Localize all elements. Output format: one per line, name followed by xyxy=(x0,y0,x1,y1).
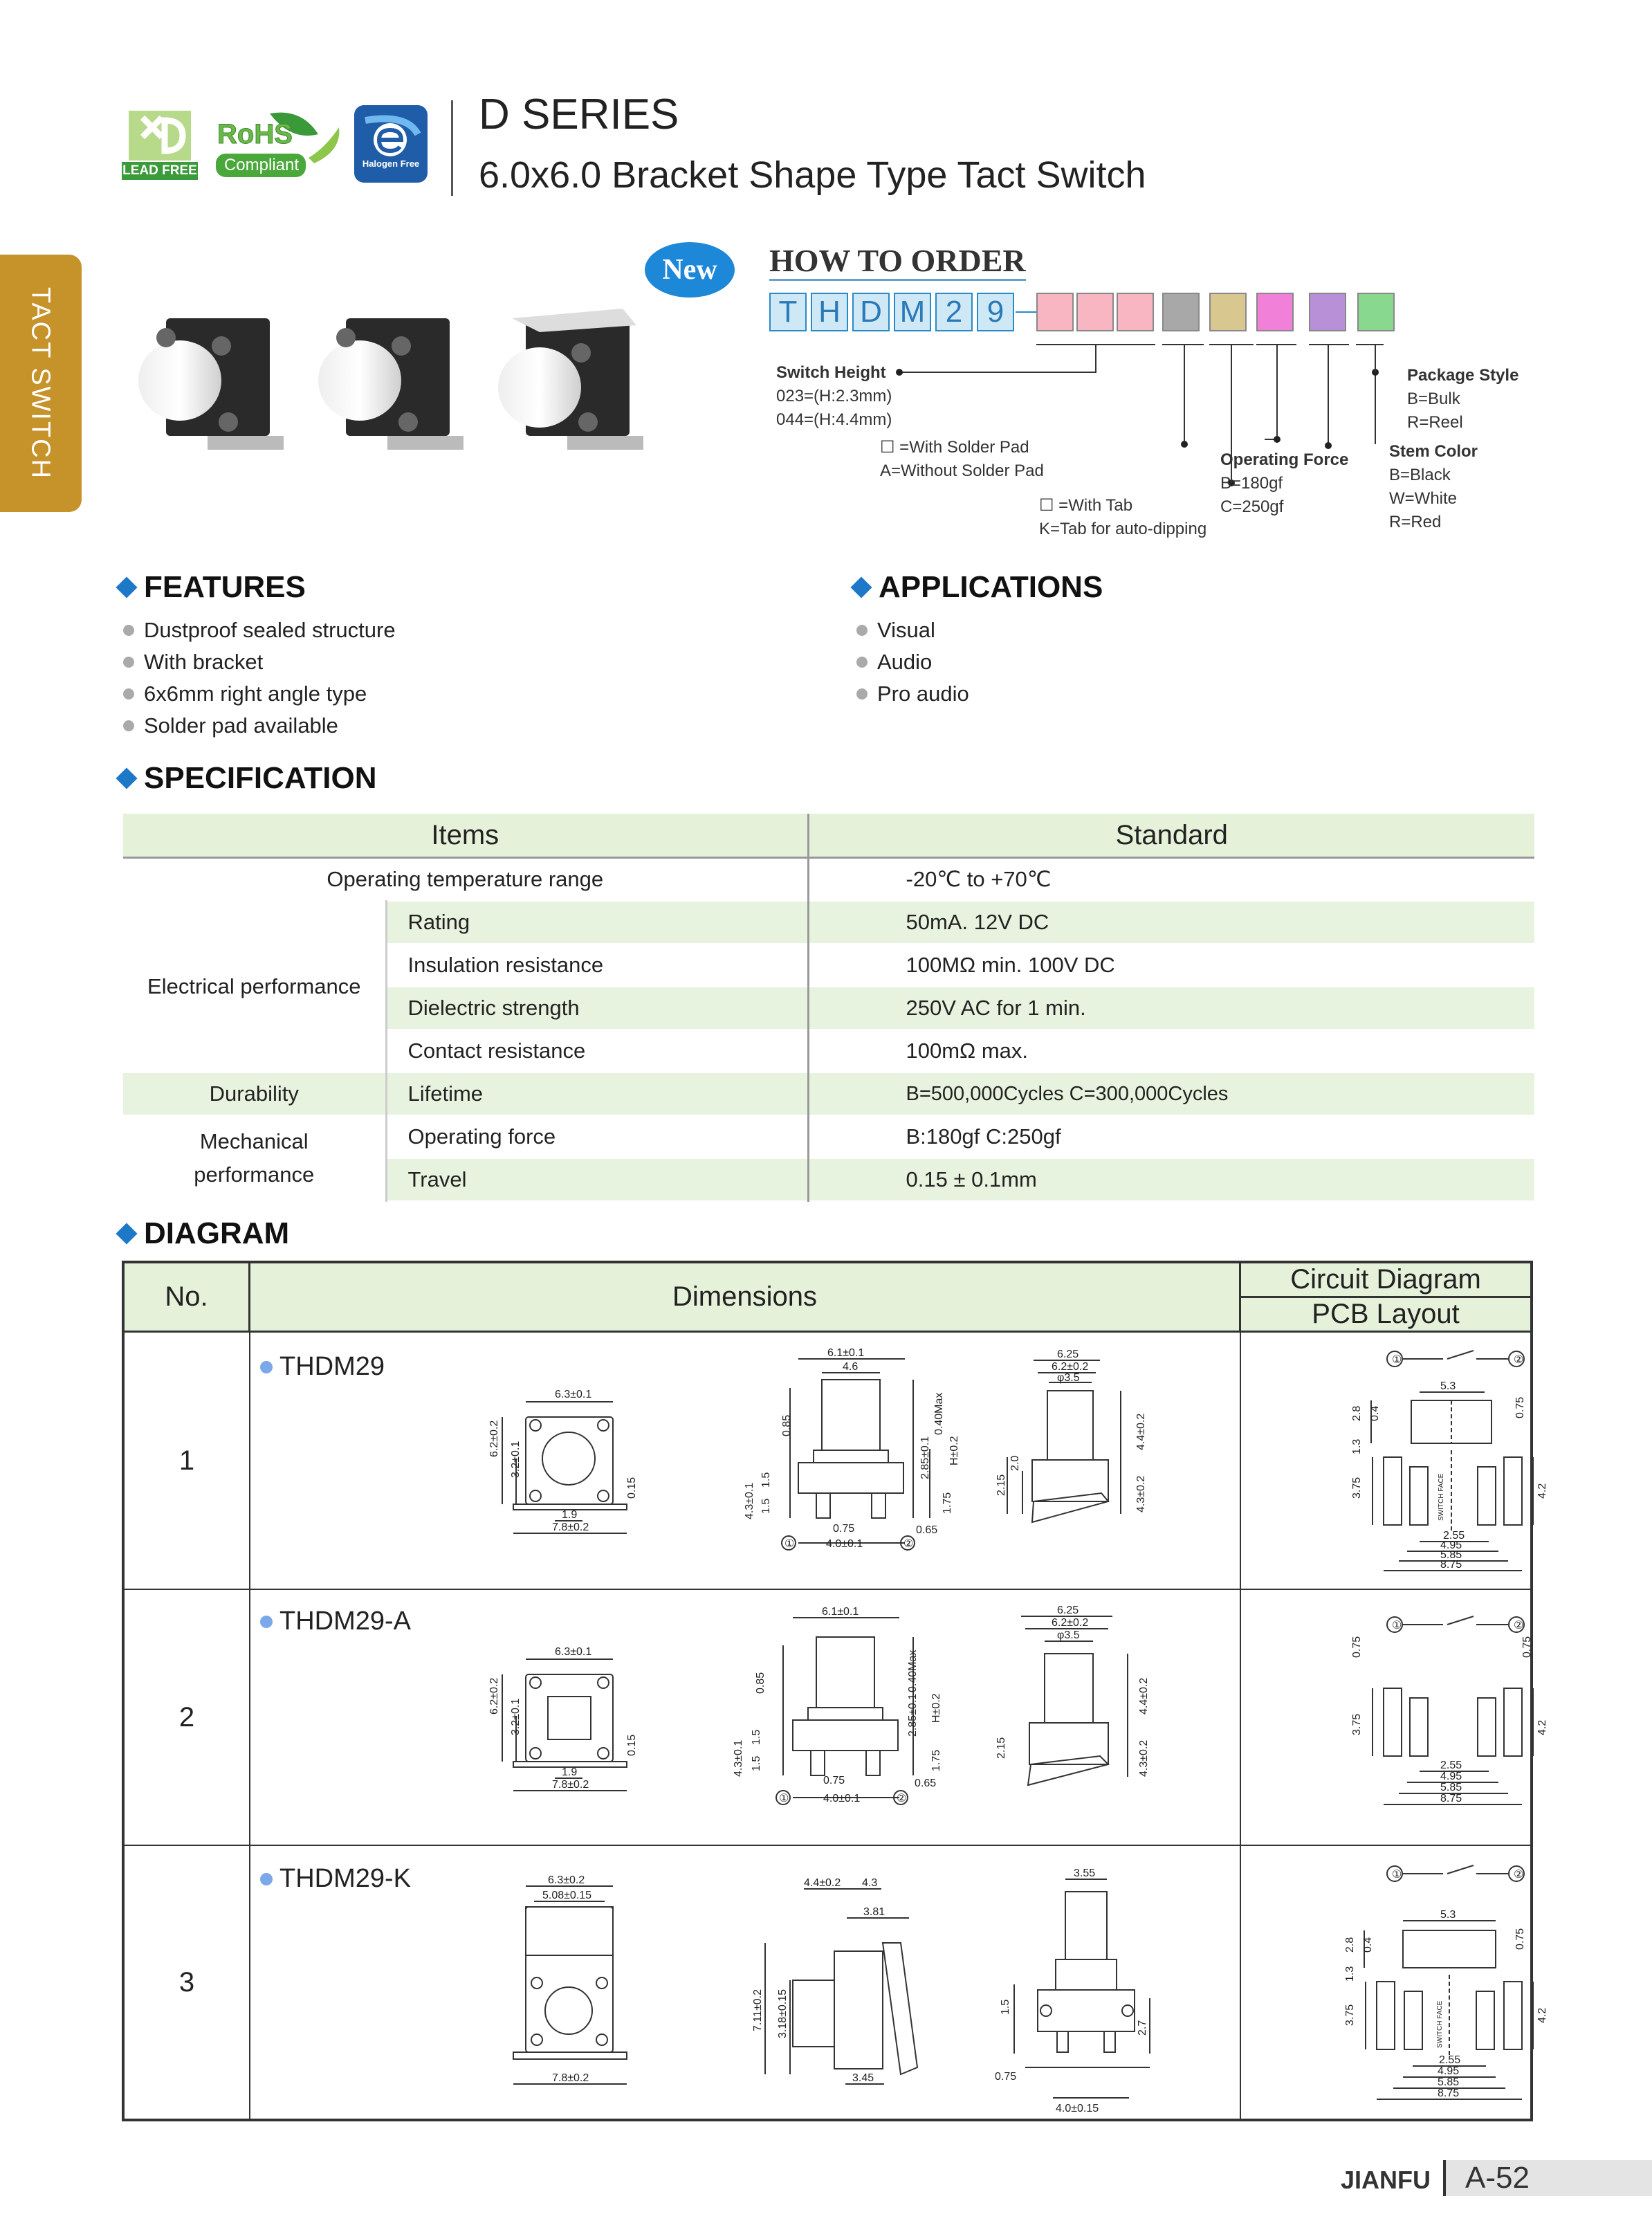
applications-list xyxy=(856,614,969,710)
dim-label: 1.75 xyxy=(930,1749,942,1771)
dim-label: 0.75 xyxy=(995,2071,1017,2083)
bullet-icon xyxy=(856,657,868,668)
dimension-drawing-row1 xyxy=(250,1333,1548,1590)
bullet-icon xyxy=(856,688,868,700)
dim-label: 4.0±0.1 xyxy=(826,1538,863,1550)
dim-label: H±0.2 xyxy=(930,1693,942,1723)
header-circuit-text: Circuit Diagram xyxy=(1290,1264,1481,1295)
application-text: Visual xyxy=(877,618,935,642)
list-item xyxy=(123,646,396,678)
product-images xyxy=(125,304,664,470)
applications-title: APPLICATIONS xyxy=(879,570,1103,604)
dim-label: ② xyxy=(1514,1354,1524,1366)
dim-label: 3.55 xyxy=(1074,1867,1096,1879)
spec-value: 100mΩ max. xyxy=(808,1030,1534,1072)
dim-label: 7.8±0.2 xyxy=(552,1779,589,1791)
dim-label: ② xyxy=(903,1538,914,1550)
side-tab-label: TACT SWITCH xyxy=(26,286,55,480)
tab-opt: K=Tab for auto-dipping xyxy=(1039,520,1207,538)
header-standard: Standard xyxy=(808,814,1534,858)
dim-label: ② xyxy=(1514,1869,1524,1881)
dim-label: 5.3 xyxy=(1440,1909,1456,1921)
order-slot-tab xyxy=(1209,293,1247,331)
table-row xyxy=(123,858,1534,902)
series-subtitle: 6.0x6.0 Bracket Shape Type Tact Switch xyxy=(479,154,1146,196)
footer-brand: JIANFU xyxy=(1341,2166,1431,2194)
spec-value: 50mA. 12V DC xyxy=(808,901,1534,944)
spec-value: 250V AC for 1 min. xyxy=(808,987,1534,1030)
order-solder-pad xyxy=(880,436,1044,483)
dim-label: 6.25 xyxy=(1057,1349,1079,1360)
dim-label: 1.9 xyxy=(562,1766,578,1778)
code-char: T xyxy=(769,293,807,331)
dim-label: 3.2±0.1 xyxy=(510,1441,522,1478)
order-operating-force xyxy=(1220,448,1348,519)
diamond-icon xyxy=(116,767,137,789)
new-badge: New xyxy=(645,242,735,298)
dim-label: 0.85 xyxy=(781,1414,793,1436)
dim-label: 5.3 xyxy=(1440,1380,1456,1392)
rohs-logo xyxy=(212,109,343,181)
stem-color-opt: R=Red xyxy=(1389,513,1442,531)
dim-label: 3.75 xyxy=(1344,2004,1356,2026)
dim-label: 2.8 xyxy=(1351,1405,1363,1421)
switch-height-label: Switch Height xyxy=(776,363,886,382)
dim-label: 0.4 xyxy=(1369,1405,1381,1421)
dim-label: 2.15 xyxy=(995,1474,1007,1496)
dim-label: 7.8±0.2 xyxy=(552,2072,589,2084)
dim-label: H±0.2 xyxy=(948,1436,960,1465)
list-item xyxy=(856,678,969,710)
rohs-compliant-text: Compliant xyxy=(223,156,300,174)
diagram-header-circuit xyxy=(1241,1263,1530,1298)
package-style-label: Package Style xyxy=(1407,366,1519,385)
spec-item: Contact resistance xyxy=(386,1030,808,1072)
dim-label: 4.95 xyxy=(1440,1771,1462,1782)
dim-label: 6.2±0.2 xyxy=(1052,1617,1089,1629)
dim-label: 6.1±0.1 xyxy=(822,1606,859,1618)
dim-label: 3.75 xyxy=(1351,1477,1363,1499)
order-switch-height xyxy=(776,361,892,432)
dim-label: 4.4±0.2 xyxy=(804,1877,841,1889)
dim-label: 1.3 xyxy=(1351,1438,1363,1454)
spec-item: Lifetime xyxy=(386,1072,808,1115)
spec-value: -20℃ to +70℃ xyxy=(808,858,1534,902)
dim-label: 3.81 xyxy=(863,1906,885,1918)
spec-item: Rating xyxy=(386,901,808,944)
order-slot-solder-pad xyxy=(1162,293,1200,331)
diagram-table xyxy=(122,1261,1548,2121)
operating-force-opt: B=180gf xyxy=(1220,474,1283,493)
dim-label: 4.3 xyxy=(862,1877,878,1889)
diagram-header-dimensions xyxy=(250,1263,1241,1333)
dimension-drawing-row2 xyxy=(250,1590,1548,1846)
order-slot-force xyxy=(1256,293,1294,331)
dim-label: 6.1±0.1 xyxy=(827,1347,865,1359)
dim-label: ① xyxy=(779,1793,789,1804)
dim-label: 4.2 xyxy=(1536,1719,1548,1735)
diagram-header-pcb xyxy=(1241,1298,1530,1333)
dim-label: 1.3 xyxy=(1344,1966,1356,1982)
spec-value: B=500,000Cycles C=300,000Cycles xyxy=(808,1072,1534,1115)
header-no-text: No. xyxy=(165,1281,208,1312)
dim-label: 3.2±0.1 xyxy=(510,1698,522,1735)
dim-label: 0.4 xyxy=(1362,1937,1374,1953)
dim-label: 4.0±0.1 xyxy=(823,1793,861,1804)
code-char: M xyxy=(894,293,931,331)
dim-label: 7.11±0.2 xyxy=(752,1989,764,2031)
row-no-text: 1 xyxy=(178,1445,195,1476)
dim-label: 0.75 xyxy=(1514,1396,1526,1418)
order-slot-package xyxy=(1357,293,1395,331)
header-dimensions-text: Dimensions xyxy=(672,1281,817,1312)
dim-label: 0.40Max xyxy=(907,1649,919,1692)
dim-label: 5.08±0.15 xyxy=(542,1890,592,1901)
feature-text: 6x6mm right angle type xyxy=(144,682,367,706)
order-slot-height-2 xyxy=(1076,293,1114,331)
list-item xyxy=(123,678,396,710)
bullet-icon xyxy=(856,625,868,636)
dim-label: 7.8±0.2 xyxy=(552,1521,589,1533)
table-row xyxy=(123,1072,1534,1115)
dim-label: 3.45 xyxy=(852,2072,874,2084)
diagram-row-no xyxy=(125,1590,250,1846)
dim-label: 2.8 xyxy=(1344,1937,1356,1953)
spec-value: 100MΩ min. 100V DC xyxy=(808,944,1534,987)
dim-label: 4.95 xyxy=(1438,2065,1460,2077)
dim-label: 6.2±0.2 xyxy=(488,1677,500,1715)
code-connector xyxy=(1016,311,1036,313)
row-no-text: 3 xyxy=(178,1966,195,1998)
solder-pad-opt: ☐ =With Solder Pad xyxy=(880,438,1029,457)
dim-label: ② xyxy=(1514,1620,1524,1632)
application-text: Pro audio xyxy=(877,682,969,706)
spec-group-durability: Durability xyxy=(123,1072,386,1115)
dim-label: ② xyxy=(897,1793,907,1804)
spec-item: Travel xyxy=(386,1158,808,1201)
dim-label: 3.75 xyxy=(1351,1713,1363,1735)
dim-label: 0.15 xyxy=(626,1734,638,1756)
dim-label: 4.2 xyxy=(1536,1483,1548,1499)
dim-label: 6.3±0.1 xyxy=(555,1646,592,1658)
dim-label: 6.3±0.1 xyxy=(555,1389,592,1400)
dim-label: 4.3±0.2 xyxy=(1138,1739,1150,1777)
operating-force-opt: C=250gf xyxy=(1220,497,1284,516)
spec-item: Operating temperature range xyxy=(123,858,808,902)
dim-label: 0.75 xyxy=(1521,1636,1533,1658)
feature-text: With bracket xyxy=(144,650,264,674)
application-text: Audio xyxy=(877,650,933,674)
series-title: D SERIES xyxy=(479,91,679,138)
dim-label: 5.85 xyxy=(1440,1782,1462,1793)
dim-label: 1.9 xyxy=(562,1509,578,1521)
dim-label: 2.55 xyxy=(1439,2054,1461,2066)
diagram-title: DIAGRAM xyxy=(144,1216,290,1250)
list-item xyxy=(123,614,396,646)
specification-table xyxy=(123,814,1534,1202)
dim-label: 6.3±0.2 xyxy=(548,1874,585,1886)
code-char: 2 xyxy=(935,293,973,331)
spec-item: Operating force xyxy=(386,1115,808,1158)
dim-label: 0.75 xyxy=(1351,1636,1363,1658)
dim-label: 4.95 xyxy=(1440,1539,1462,1551)
order-stem-color xyxy=(1389,440,1478,534)
order-slot-stem-color xyxy=(1309,293,1346,331)
dim-label: SWITCH FACE xyxy=(1436,2000,1444,2048)
dim-label: 1.5 xyxy=(751,1755,762,1771)
side-tab xyxy=(0,255,82,512)
features-list xyxy=(123,614,396,742)
dim-label: 0.85 xyxy=(755,1672,767,1694)
solder-pad-opt: A=Without Solder Pad xyxy=(880,461,1044,480)
product-image-1 xyxy=(138,318,284,450)
package-style-opt: B=Bulk xyxy=(1407,390,1460,408)
specification-title: SPECIFICATION xyxy=(144,761,377,795)
halogen-free-text: Halogen Free xyxy=(362,158,420,169)
dim-label: 4.3±0.1 xyxy=(744,1482,755,1519)
footer-page-number: A-52 xyxy=(1443,2160,1652,2196)
dim-label: 0.75 xyxy=(823,1775,845,1786)
stem-color-label: Stem Color xyxy=(1389,442,1478,461)
dim-label: φ3.5 xyxy=(1057,1629,1080,1641)
dim-label: ① xyxy=(1392,1620,1402,1632)
dim-label: ① xyxy=(1392,1354,1402,1366)
list-item xyxy=(856,614,969,646)
model-name: THDM29-K xyxy=(279,1864,412,1893)
specification-heading xyxy=(119,761,377,796)
model-name: THDM29-A xyxy=(279,1607,412,1636)
product-image-2 xyxy=(318,318,464,450)
diagram-row-no xyxy=(125,1846,250,2119)
order-tab xyxy=(1039,494,1206,541)
features-heading xyxy=(119,570,306,605)
dim-label: 1.5 xyxy=(760,1498,772,1514)
header-items: Items xyxy=(123,814,808,858)
dim-label: 2.55 xyxy=(1440,1760,1462,1771)
dim-label: 6.25 xyxy=(1057,1605,1079,1616)
diamond-icon xyxy=(116,1223,137,1244)
dim-label: 8.75 xyxy=(1438,2087,1460,2099)
diagram-header-no xyxy=(125,1263,250,1333)
order-slot-height-3 xyxy=(1117,293,1154,331)
code-char: H xyxy=(811,293,848,331)
bullet-icon xyxy=(123,625,134,636)
dim-label: 4.4±0.2 xyxy=(1135,1413,1147,1450)
dim-label: 1.5 xyxy=(751,1729,762,1745)
halogen-free-logo xyxy=(354,105,428,183)
model-name: THDM29 xyxy=(279,1352,385,1381)
dim-label: 6.2±0.2 xyxy=(1052,1361,1089,1373)
dim-label: 4.0±0.15 xyxy=(1056,2103,1099,2114)
bullet-icon xyxy=(123,720,134,731)
dim-label: 0.65 xyxy=(916,1524,938,1536)
dim-label: 2.85±0.1 xyxy=(907,1693,919,1737)
dim-label: ① xyxy=(784,1538,795,1550)
diagram-heading xyxy=(119,1216,289,1251)
code-char: D xyxy=(852,293,890,331)
dim-label: 4.2 xyxy=(1536,2007,1548,2023)
bullet-icon xyxy=(123,688,134,700)
table-row xyxy=(123,1115,1534,1158)
dim-label: 2.7 xyxy=(1137,2020,1148,2036)
spec-item: Insulation resistance xyxy=(386,944,808,987)
how-to-order-title: HOW TO ORDER xyxy=(769,242,1026,281)
header-pcb-text: PCB Layout xyxy=(1312,1299,1460,1329)
dim-label: 2.85±0.1 xyxy=(919,1436,931,1479)
tab-opt: ☐ =With Tab xyxy=(1039,496,1133,515)
dim-label: 2.55 xyxy=(1443,1530,1465,1542)
dim-label: 3.18±0.15 xyxy=(777,1989,789,2038)
product-image-3 xyxy=(498,309,643,450)
lead-free-text: LEAD FREE xyxy=(122,163,197,178)
stem-color-opt: W=White xyxy=(1389,489,1458,508)
rohs-text: RoHS xyxy=(217,119,293,149)
switch-height-opt: 023=(H:2.3mm) xyxy=(776,387,892,405)
list-item xyxy=(856,646,969,678)
switch-height-opt: 044=(H:4.4mm) xyxy=(776,410,892,429)
dim-label: 8.75 xyxy=(1440,1793,1462,1804)
dim-label: 0.65 xyxy=(915,1778,937,1789)
feature-text: Solder pad available xyxy=(144,713,338,738)
dim-label: ① xyxy=(1392,1869,1402,1881)
dim-label: 0.75 xyxy=(1514,1928,1526,1950)
dimension-drawing-row3 xyxy=(250,1846,1548,2119)
dim-label: 4.3±0.2 xyxy=(1135,1475,1147,1513)
code-char: 9 xyxy=(977,293,1014,331)
spec-group-electrical: Electrical performance xyxy=(123,901,386,1072)
dim-label: 0.75 xyxy=(833,1523,855,1535)
dim-label: 6.2±0.2 xyxy=(488,1420,500,1457)
spec-value: B:180gf C:250gf xyxy=(808,1115,1534,1158)
title-divider xyxy=(451,100,453,196)
dim-label: 1.5 xyxy=(760,1472,772,1488)
order-slot-height-1 xyxy=(1036,293,1074,331)
dim-label: 8.75 xyxy=(1440,1559,1462,1571)
applications-heading xyxy=(854,570,1103,605)
dim-label: 2.0 xyxy=(1009,1455,1021,1471)
dim-label: 4.4±0.2 xyxy=(1138,1677,1150,1715)
diamond-icon xyxy=(116,576,137,598)
dim-label: 1.5 xyxy=(1000,1999,1011,2015)
dim-label: 0.15 xyxy=(626,1477,638,1499)
feature-text: Dustproof sealed structure xyxy=(144,618,396,642)
dim-label: φ3.5 xyxy=(1057,1372,1080,1384)
order-package-style xyxy=(1407,364,1518,435)
package-style-opt: R=Reel xyxy=(1407,413,1463,432)
dim-label: 4.6 xyxy=(843,1361,859,1373)
spec-item: Dielectric strength xyxy=(386,987,808,1030)
stem-color-opt: B=Black xyxy=(1389,466,1451,484)
diagram-row-no xyxy=(125,1333,250,1590)
table-row xyxy=(123,901,1534,944)
dim-label: SWITCH FACE xyxy=(1438,1473,1445,1521)
list-item xyxy=(123,710,396,742)
dim-label: 1.75 xyxy=(942,1492,953,1514)
operating-force-label: Operating Force xyxy=(1220,450,1349,469)
spec-value: 0.15 ± 0.1mm xyxy=(808,1158,1534,1201)
dim-label: 2.15 xyxy=(995,1737,1007,1759)
bullet-icon xyxy=(123,657,134,668)
dim-label: 0.40Max xyxy=(933,1392,945,1435)
dim-label: 5.85 xyxy=(1440,1549,1462,1561)
table-header-row xyxy=(123,814,1534,858)
row-no-text: 2 xyxy=(178,1701,195,1733)
spec-group-mechanical: Mechanical performance xyxy=(123,1115,386,1201)
lead-free-logo xyxy=(122,109,198,181)
diamond-icon xyxy=(850,576,872,598)
features-title: FEATURES xyxy=(144,570,306,604)
dim-label: 4.3±0.1 xyxy=(733,1739,744,1777)
dim-label: 5.85 xyxy=(1438,2076,1460,2088)
